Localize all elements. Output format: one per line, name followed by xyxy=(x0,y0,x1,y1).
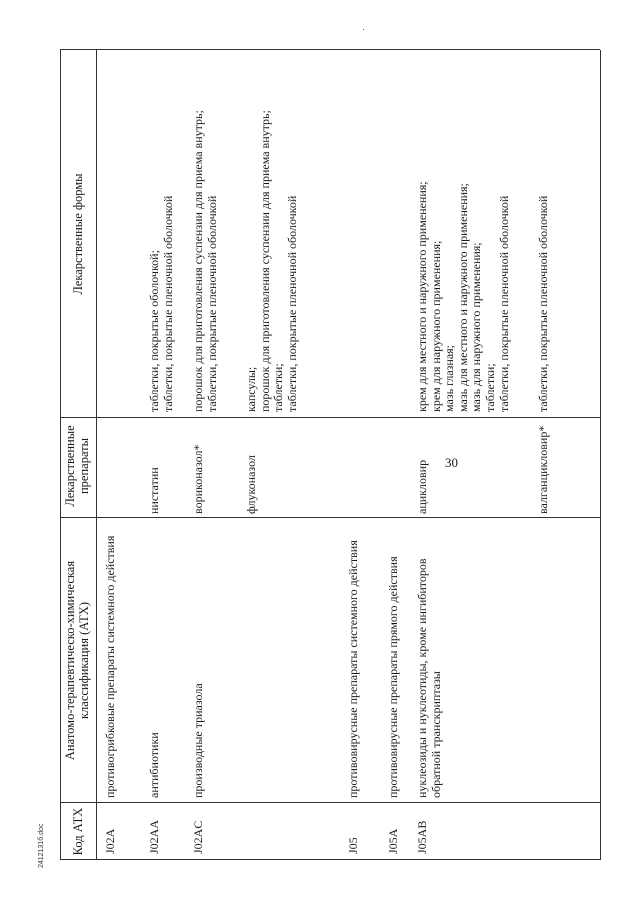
table-border-right xyxy=(60,49,600,50)
dosage-form-item: мазь глазная; xyxy=(442,344,457,412)
page-number: 30 xyxy=(445,455,458,470)
table-border-left xyxy=(60,859,600,860)
cell-forms xyxy=(245,57,299,412)
cell-drug: вориконазол* xyxy=(191,444,205,514)
cell-drug: валганцикловир* xyxy=(536,425,550,514)
cell-code: J02AA xyxy=(147,819,161,854)
scan-dot xyxy=(363,29,364,30)
header-forms: Лекарственные формы xyxy=(71,173,85,295)
header-separator xyxy=(96,50,97,860)
cell-drug: ацикловир xyxy=(415,459,429,514)
cell-code: J05A xyxy=(386,828,400,854)
header-atc: Анатомо-терапевтическо-химическая классификация (АТХ) xyxy=(63,560,91,761)
dosage-form-item: таблетки, покрытые оболочкой; xyxy=(147,250,161,412)
cell-forms xyxy=(192,57,219,412)
header-drugs: Лекарственные препараты xyxy=(63,425,91,507)
cell-forms xyxy=(148,57,175,412)
cell-atc: противогрибковые препараты системного действия xyxy=(103,535,117,798)
cell-atc: противовирусные препараты прямого действия xyxy=(386,556,400,798)
rotated-table xyxy=(60,50,600,860)
dosage-form-item: мазь для наружного применения; xyxy=(469,242,484,412)
cell-forms xyxy=(416,57,511,412)
header-code: Код АТХ xyxy=(71,807,85,856)
document-footer: 2412131б.doc xyxy=(38,823,45,868)
cell-atc: производные триазола xyxy=(191,683,205,798)
dosage-form-item: крем для наружного применения; xyxy=(428,240,443,412)
dosage-form-item: таблетки, покрытые пленочной оболочкой xyxy=(204,195,219,412)
cell-drug: флуконазол xyxy=(244,455,258,514)
cell-code: J05AB xyxy=(415,820,429,854)
cell-atc: противовирусные препараты системного действия xyxy=(346,540,360,798)
dosage-form-item: таблетки, покрытые пленочной оболочкой xyxy=(284,195,299,412)
dosage-form-item: порошок для приготовления суспензии для приема внутрь; xyxy=(257,110,272,412)
col-separator xyxy=(60,802,600,803)
table-border-bottom xyxy=(600,50,601,860)
cell-code: J02A xyxy=(103,828,117,854)
dosage-form-item: таблетки, покрытые пленочной оболочкой xyxy=(536,195,550,412)
cell-forms xyxy=(537,57,551,412)
dosage-form-item: таблетки, покрытые пленочной оболочкой xyxy=(496,195,511,412)
dosage-form-item: таблетки; xyxy=(482,363,497,412)
cell-atc: антибиотики xyxy=(147,732,161,798)
dosage-form-item: таблетки, покрытые пленочной оболочкой xyxy=(160,195,175,412)
cell-atc: нуклеозиды и нуклеотиды, кроме ингибиторов обратной транскриптазы xyxy=(415,558,443,798)
dosage-form-item: таблетки; xyxy=(271,363,286,412)
dosage-form-item: крем для местного и наружного применения; xyxy=(415,181,429,412)
dosage-form-item: капсулы; xyxy=(244,366,258,412)
col-separator xyxy=(60,517,96,518)
dosage-form-item: мазь для местного и наружного применения; xyxy=(455,183,470,412)
dosage-form-item: порошок для приготовления суспензии для приема внутрь; xyxy=(191,110,205,412)
cell-code: J05 xyxy=(346,837,360,854)
col-separator xyxy=(60,417,600,418)
cell-drug: нистатин xyxy=(147,467,161,514)
col-separator xyxy=(96,517,600,518)
table-border-top xyxy=(60,50,61,860)
cell-code: J02AC xyxy=(191,820,205,854)
